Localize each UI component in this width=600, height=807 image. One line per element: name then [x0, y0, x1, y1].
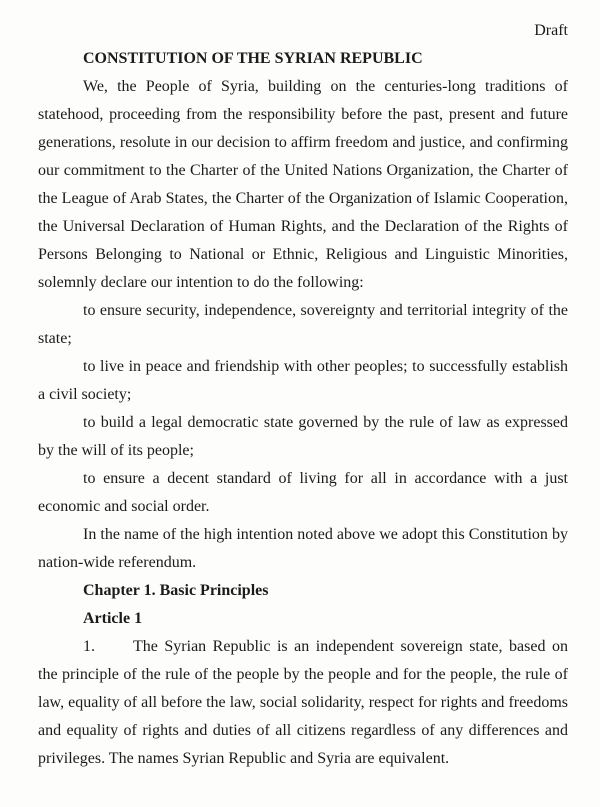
document-title: CONSTITUTION OF THE SYRIAN REPUBLIC: [83, 50, 423, 67]
clause-text: The Syrian Republic is an independent sovereign state, based on the principle of the rule of the people by the people and for the people, the rule of law, equality of all before the law, social solidarity, respect for rights and freedoms and equality of rights and duties of all citizens regardless of any differences and privileges. The names Syrian Republic and Syria are equivalent.: [38, 638, 568, 767]
declaration-item-2: to live in peace and friendship with other peoples; to successfully establish a civil society;: [38, 358, 568, 403]
chapter-1-heading: Chapter 1. Basic Principles: [83, 582, 269, 599]
preamble-paragraph: We, the People of Syria, building on the centuries-long traditions of statehood, proceeding from the responsibility before the past, present and future generations, resolute in our decision to affirm freedom and justice, and confirming our commitment to the Charter of the United Nations Organization, the Charter of the League of Arab States, the Charter of the Organization of Islamic Cooperation, the Universal Declaration of Human Rights, and the Declaration of the Rights of Persons Belonging to National or Ethnic, Religious and Linguistic Minorities, solemnly declare our intention to do the following:: [38, 78, 568, 291]
declaration-item-1: to ensure security, independence, sovereignty and territorial integrity of the state;: [38, 302, 568, 347]
declaration-item-3: to build a legal democratic state governed by the rule of law as expressed by the will of its people;: [38, 414, 568, 459]
draft-label: Draft: [534, 22, 568, 39]
article-1-heading: Article 1: [83, 610, 143, 627]
clause-number: 1.: [83, 638, 95, 655]
declaration-item-4: to ensure a decent standard of living for all in accordance with a just economic and social order.: [38, 470, 568, 515]
article-1-clause: [38, 633, 568, 773]
adoption-paragraph: In the name of the high intention noted above we adopt this Constitution by nation-wide referendum.: [38, 526, 568, 571]
